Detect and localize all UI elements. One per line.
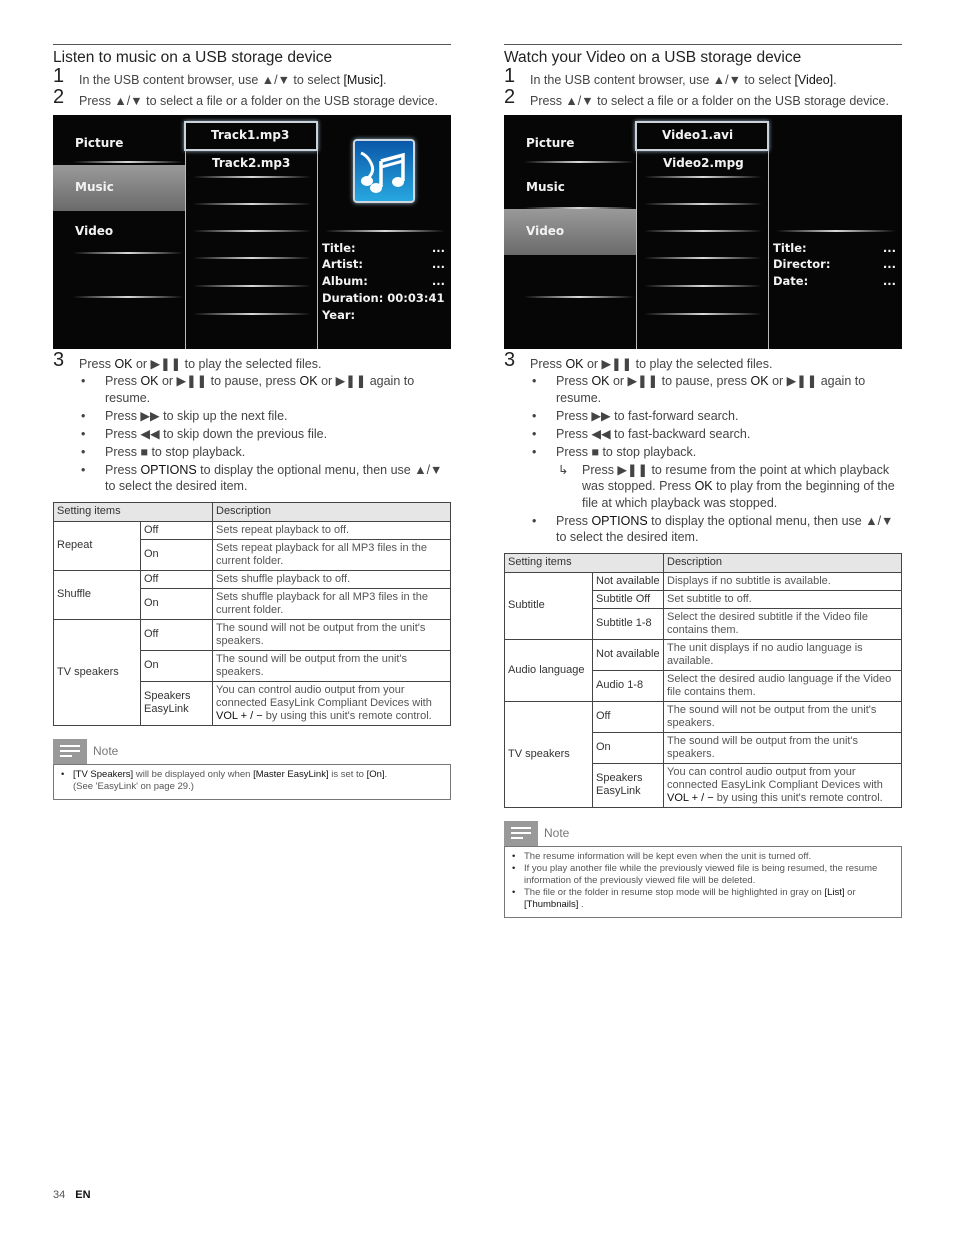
music-section (53, 44, 451, 800)
description-cell: The unit displays if no audio language is available. (664, 639, 902, 670)
keyword: [On] (366, 768, 385, 780)
bullet-text: to display the optional menu, then use ▲/▼ to select the desired item. (556, 513, 894, 544)
list-item: • Press OPTIONS to display the optional menu, then use ▲/▼ to select the desired item. (81, 462, 443, 493)
step-text-end: . (833, 73, 837, 87)
step-text-end: . (383, 73, 387, 87)
group-cell: Repeat (54, 521, 141, 570)
option-cell: Off (593, 701, 664, 732)
description-text: by using this unit's remote control. (262, 709, 432, 722)
menu-label: Music (526, 180, 565, 194)
note-text: . (384, 768, 388, 780)
option-cell: Not available (593, 639, 664, 670)
list-item: • Press ◀◀ to skip down the previous file. (81, 426, 328, 441)
step-text-end: or ▶❚❚ to play the selected files. (132, 357, 322, 371)
table-row (54, 570, 451, 588)
note-box (53, 739, 451, 800)
step-1 (53, 65, 451, 92)
bullet-text: Press ▶❚❚ to resume from the point at which playback was stopped. Press (582, 462, 890, 493)
file-name: Video2.mpg (663, 156, 744, 170)
note-label: Note (544, 826, 570, 840)
section-title: Listen to music on a USB storage device (53, 44, 451, 71)
separator (73, 296, 183, 298)
description-cell: The sound will not be output from the unit's speakers. (664, 701, 902, 732)
menu-item-music[interactable] (53, 165, 185, 211)
header-cell: Setting items (54, 502, 213, 521)
note-text: or (844, 886, 856, 898)
step-number: 2 (504, 86, 516, 108)
note-content (53, 764, 451, 800)
sub-list-item (504, 462, 902, 512)
step-text: Press (530, 357, 566, 371)
menu-item-picture[interactable] (53, 121, 185, 167)
keyword: VOL + / − (216, 709, 263, 722)
note-content (504, 846, 902, 918)
menu-item-video[interactable] (504, 209, 636, 255)
arrow-icon: ↳ (558, 462, 569, 477)
note-text: (See 'EasyLink' on page 29.) (73, 780, 194, 792)
video-section (504, 44, 902, 918)
step-number: 1 (53, 65, 65, 87)
separator (524, 296, 634, 298)
info-key: Artist: (322, 257, 363, 271)
group-cell: TV speakers (54, 619, 141, 725)
bullet-text: Press ▶▶ to skip up the next file. (105, 408, 288, 423)
page-footer (53, 1189, 91, 1201)
description-cell: The sound will be output from the unit's speakers. (664, 732, 902, 763)
menu-item-video[interactable] (53, 209, 185, 255)
separator (193, 176, 311, 178)
info-key: Title: (322, 241, 356, 255)
description-cell: Sets shuffle playback to off. (213, 570, 451, 588)
bullet-list (53, 373, 451, 495)
file-item[interactable] (636, 149, 768, 177)
option-cell: On (593, 732, 664, 763)
table-row (54, 521, 451, 539)
step-2 (53, 86, 451, 113)
menu-label: Video (526, 224, 565, 238)
table-row (505, 572, 902, 590)
info-value: ... (882, 274, 896, 288)
option-cell: Not available (593, 572, 664, 590)
video-browser-screen (504, 115, 902, 349)
keyword: OK (565, 357, 584, 371)
keyword: OK (140, 374, 159, 388)
keyword: OK (750, 374, 769, 388)
music-note-icon (353, 139, 415, 203)
menu-label: Music (75, 180, 114, 194)
keyword: [List] (824, 886, 845, 898)
step-text: Press ▲/▼ to select a file or a folder on the USB storage device. (530, 94, 889, 108)
bullet-text: Press (556, 374, 592, 388)
description-text: You can control audio output from your connected EasyLink Compliant Devices with (216, 683, 432, 709)
info-key: Date: (773, 274, 809, 288)
bullet-text: or ▶❚❚ again to resume. (105, 374, 415, 405)
bullet-text: to display the optional menu, then use ▲/▼ to select the desired item. (105, 462, 443, 493)
option-cell: Audio 1-8 (593, 670, 664, 701)
header-cell: Description (664, 553, 902, 572)
separator (776, 230, 896, 232)
description-cell: Select the desired audio language if the Video file contains them. (664, 670, 902, 701)
step-text: In the USB content browser, use ▲/▼ to select (79, 73, 344, 87)
divider (317, 121, 318, 349)
keyword: [TV Speakers] (73, 768, 134, 780)
keyword: OPTIONS (591, 513, 648, 528)
option-cell: Speakers EasyLink (141, 681, 213, 725)
keyword: OK (591, 374, 610, 388)
list-item: • Press ◀◀ to fast-backward search. (532, 426, 751, 441)
note-item: • If you play another file while the previously viewed file is being resumed, the resume information of the previously viewed file will be deleted. (512, 862, 878, 886)
info-value: ... (431, 274, 445, 288)
option-cell: On (141, 539, 213, 570)
info-key: Duration: 00:03:41 (322, 291, 445, 305)
option-cell: Speakers EasyLink (593, 763, 664, 807)
list-item: • Press ■ to stop playback. (532, 444, 697, 459)
option-cell: Off (141, 570, 213, 588)
file-item[interactable] (185, 149, 317, 177)
note-text: will be displayed only when (133, 768, 254, 780)
note-header (504, 821, 902, 846)
language-code: EN (75, 1189, 91, 1201)
separator (193, 230, 311, 232)
keyword: OK (114, 357, 133, 371)
note-text: The resume information will be kept even when the unit is turned off. (524, 850, 812, 862)
note-icon (53, 739, 87, 764)
section-title: Watch your Video on a USB storage device (504, 44, 902, 71)
separator (193, 285, 311, 287)
separator (644, 257, 762, 259)
step-number: 1 (504, 65, 516, 87)
description-cell: Displays if no subtitle is available. (664, 572, 902, 590)
bullet-text: Press ◀◀ to skip down the previous file. (105, 426, 328, 441)
separator (73, 252, 183, 254)
header-cell: Description (213, 502, 451, 521)
note-box (504, 821, 902, 918)
table-row (54, 619, 451, 650)
file-item[interactable] (184, 121, 318, 151)
description-cell (664, 763, 902, 807)
group-cell: TV speakers (505, 701, 593, 807)
description-cell: Sets repeat playback for all MP3 files in the current folder. (213, 539, 451, 570)
separator (644, 230, 762, 232)
list-item: • Press ▶▶ to skip up the next file. (81, 408, 288, 423)
bullet-text: or ▶❚❚ to pause, press (158, 374, 300, 388)
info-value: ... (431, 257, 445, 271)
bullet-text: Press (556, 513, 592, 528)
note-item: • The file or the folder in resume stop mode will be highlighted in gray on [List] or [Thumbnails] . (512, 886, 856, 910)
description-text: by using this unit's remote control. (713, 791, 883, 804)
separator (193, 257, 311, 259)
note-item: • [TV Speakers] will be displayed only when [Master EasyLink] is set to [On]. (See 'EasyLink' on page 29.) (61, 768, 388, 792)
note-text: If you play another file while the previously viewed file is being resumed, the resume information of the previously viewed file will be deleted. (524, 862, 878, 886)
keyword: [Thumbnails] (524, 898, 579, 910)
note-icon (504, 821, 538, 846)
group-cell: Shuffle (54, 570, 141, 619)
header-cell: Setting items (505, 553, 664, 572)
settings-table (53, 502, 451, 726)
separator (325, 230, 445, 232)
bullet-text: Press ■ to stop playback. (556, 444, 697, 459)
menu-label: Picture (526, 136, 575, 150)
info-key: Year: (322, 308, 356, 322)
file-item[interactable] (635, 121, 769, 151)
note-label: Note (93, 744, 119, 758)
description-cell (213, 681, 451, 725)
note-text: . (578, 898, 584, 910)
group-cell: Audio language (505, 639, 593, 701)
note-text: is set to (328, 768, 367, 780)
step-text: Press ▲/▼ to select a file or a folder on the USB storage device. (79, 94, 438, 108)
step-text-end: or ▶❚❚ to play the selected files. (583, 357, 773, 371)
table-header (505, 553, 902, 572)
option-cell: Off (141, 521, 213, 539)
option-cell: Off (141, 619, 213, 650)
step-text: In the USB content browser, use ▲/▼ to select (530, 73, 795, 87)
keyword: VOL + / − (667, 791, 714, 804)
info-value: ... (882, 241, 896, 255)
music-browser-screen (53, 115, 451, 349)
menu-item-picture[interactable] (504, 121, 636, 167)
separator (644, 285, 762, 287)
menu-label: Video (75, 224, 114, 238)
bullet-text: Press ▶▶ to fast-forward search. (556, 408, 739, 423)
bullet-text: or ▶❚❚ again to resume. (556, 374, 866, 405)
info-key: Title: (773, 241, 807, 255)
step-text: Press (79, 357, 115, 371)
separator (644, 203, 762, 205)
description-cell: The sound will be output from the unit's speakers. (213, 650, 451, 681)
bullet-text: to play from the beginning of the file at which playback was stopped. (582, 479, 895, 510)
info-key: Album: (322, 274, 368, 288)
bullet-text: Press (105, 374, 141, 388)
note-text: The file or the folder in resume stop mode will be highlighted in gray on (524, 886, 825, 898)
note-header (53, 739, 451, 764)
group-cell: Subtitle (505, 572, 593, 639)
separator (193, 313, 311, 315)
bullet-list (504, 373, 902, 546)
keyword: [Video] (794, 73, 834, 87)
separator (644, 313, 762, 315)
keyword: [Music] (343, 73, 384, 87)
info-key: Director: (773, 257, 831, 271)
keyword: OPTIONS (140, 462, 197, 477)
separator (644, 176, 762, 178)
description-cell: Sets shuffle playback for all MP3 files in the current folder. (213, 588, 451, 619)
menu-item-music[interactable] (504, 165, 636, 211)
description-cell: Select the desired subtitle if the Video file contains them. (664, 608, 902, 639)
step-2 (504, 86, 902, 113)
keyword: OK (299, 374, 318, 388)
option-cell: On (141, 650, 213, 681)
page-number: 34 (53, 1189, 66, 1201)
file-name: Track1.mp3 (211, 128, 290, 142)
list-item: • Press OPTIONS to display the optional menu, then use ▲/▼ to select the desired item. (532, 513, 894, 544)
bullet-text: Press ◀◀ to fast-backward search. (556, 426, 751, 441)
option-cell: Subtitle 1-8 (593, 608, 664, 639)
description-text: You can control audio output from your connected EasyLink Compliant Devices with (667, 765, 883, 791)
table-row (505, 639, 902, 670)
bullet-text: Press ■ to stop playback. (105, 444, 246, 459)
keyword: [Master EasyLink] (253, 768, 329, 780)
separator (193, 203, 311, 205)
list-item: • Press OK or ▶❚❚ to pause, press OK or ▶❚❚ again to resume. (532, 374, 866, 405)
step-1 (504, 65, 902, 92)
table-header (54, 502, 451, 521)
description-cell: The sound will not be output from the unit's speakers. (213, 619, 451, 650)
step-number: 2 (53, 86, 65, 108)
description-cell: Set subtitle to off. (664, 590, 902, 608)
note-item: • The resume information will be kept even when the unit is turned off. (512, 850, 812, 862)
bullet-text: or ▶❚❚ to pause, press (609, 374, 751, 388)
step-number: 3 (504, 349, 516, 371)
file-name: Track2.mp3 (212, 156, 291, 170)
description-cell: Sets repeat playback to off. (213, 521, 451, 539)
settings-table (504, 553, 902, 808)
bullet-text: Press (105, 462, 141, 477)
option-cell: Subtitle Off (593, 590, 664, 608)
file-name: Video1.avi (662, 128, 734, 142)
list-item: • Press OK or ▶❚❚ to pause, press OK or ▶❚❚ again to resume. (81, 374, 415, 405)
table-row (505, 701, 902, 732)
option-cell: On (141, 588, 213, 619)
keyword: OK (694, 479, 713, 493)
menu-label: Picture (75, 136, 124, 150)
list-item: • Press ■ to stop playback. (81, 444, 246, 459)
info-value: ... (431, 241, 445, 255)
step-number: 3 (53, 349, 65, 371)
list-item: • Press ▶▶ to fast-forward search. (532, 408, 739, 423)
info-value: ... (882, 257, 896, 271)
divider (768, 121, 769, 349)
